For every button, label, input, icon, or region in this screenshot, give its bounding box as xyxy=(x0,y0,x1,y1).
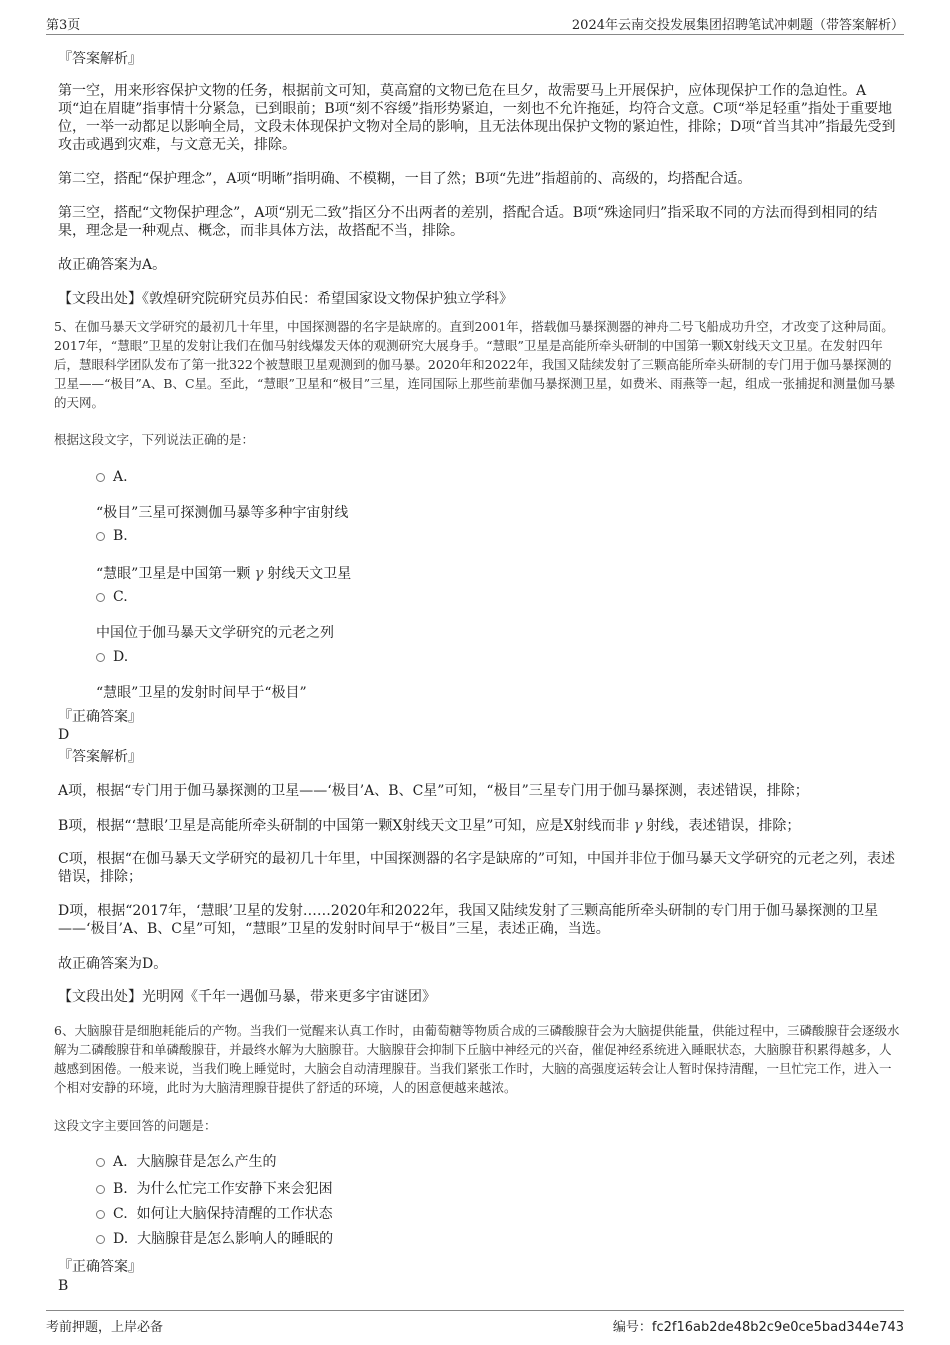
q5-option-c[interactable]: C. xyxy=(96,588,128,606)
gamma-symbol: γ xyxy=(633,816,643,834)
gamma-symbol: γ xyxy=(254,564,264,582)
q5-option-c-text: 中国位于伽马暴天文学研究的元老之列 xyxy=(96,625,334,641)
radio-icon[interactable] xyxy=(96,1235,105,1244)
q5-answer: D xyxy=(58,727,70,743)
q4-analysis-title: 『答案解析』 xyxy=(58,51,142,67)
radio-icon[interactable] xyxy=(96,1185,105,1194)
q6-answer: B xyxy=(58,1278,69,1294)
q5-analysis-b: B项，根据“‘慧眼’卫星是高能所牵头研制的中国第一颗X射线天文卫星”可知，应是X射线而非 γ 射线，表述错误，排除； xyxy=(58,816,801,834)
page-header xyxy=(46,12,904,35)
q6-option-b[interactable]: B. 为什么忙完工作安静下来会犯困 xyxy=(96,1180,333,1198)
radio-icon[interactable] xyxy=(96,473,105,482)
q5-option-b[interactable]: B. xyxy=(96,527,128,545)
footer-slogan: 考前押题，上岸必备 xyxy=(46,1320,164,1335)
q5-option-d[interactable]: D. xyxy=(96,648,128,666)
q5-question: 根据这段文字，下列说法正确的是： xyxy=(54,432,255,447)
q5-answer-title: 『正确答案』 xyxy=(58,709,142,725)
radio-icon[interactable] xyxy=(96,1158,105,1167)
q5-option-d-text: “慧眼”卫星的发射时间早于“极目” xyxy=(96,685,307,701)
radio-icon[interactable] xyxy=(96,532,105,541)
q5-stem: 5、在伽马暴天文学研究的最初几十年里，中国探测器的名字是缺席的。直到2001年，搭载伽马暴探测器的神舟二号飞船成功升空，才改变了这种局面。2017年，“慧眼”卫星的发射让我们在伽马射线爆发天体的观测研究大展身手。“慧眼”卫星是高能所牵头研制的中国第一颗X射线天文卫星。在发射四年后，慧眼科学团队发布了第一批322个被慧眼卫星观测到的伽马暴。2020年和2022年，我国又陆续发射了三颗高能所牵头研制的专门用于伽马暴探测的卫星——“极目”A、B、C星。至此，“慧眼”卫星和“极目”三星，连同国际上那些前辈伽马暴探测卫星，如费米、雨燕等一起，组成一张捕捉和测量伽马暴的天网。 xyxy=(54,319,896,410)
q5-analysis-d: D项，根据“2017年，‘慧眼’卫星的发射……2020年和2022年，我国又陆续发射了三颗高能所牵头研制的专门用于伽马暴探测的卫星——‘极目’A、B、C星”可知，“慧眼”卫星的发射时间早于“极目”三星，表述正确，当选。 xyxy=(58,903,879,937)
q4-answer-line: 故正确答案为A。 xyxy=(58,257,167,273)
document-title: 2024年云南交投发展集团招聘笔试冲刺题（带答案解析） xyxy=(571,18,904,33)
q6-stem: 6、大脑腺苷是细胞耗能后的产物。当我们一觉醒来认真工作时，由葡萄糖等物质合成的三磷酸腺苷会为大脑提供能量，供能过程中，三磷酸腺苷会逐级水解为二磷酸腺苷和单磷酸腺苷，并最终水解为大脑腺苷。大脑腺苷会抑制下丘脑中神经元的兴奋，催促神经系统进入睡眠状态，大脑腺苷积累得越多，人越感到困倦。一般来说，当我们晚上睡觉时，大脑会自动清理腺苷。当我们紧张工作时，大脑的高强度运转会让人暂时保持清醒，一旦忙完工作，进入一个相对安静的环境，此时为大脑清理腺苷提供了舒适的环境，人的困意便越来越浓。 xyxy=(54,1023,900,1095)
radio-icon[interactable] xyxy=(96,653,105,662)
q5-option-b-text: “慧眼”卫星是中国第一颗 γ 射线天文卫星 xyxy=(96,564,352,582)
q5-analysis-title: 『答案解析』 xyxy=(58,749,142,765)
page-number: 第3页 xyxy=(46,18,81,33)
q5-option-a-text: “极目”三星可探测伽马暴等多种宇宙射线 xyxy=(96,505,349,521)
q5-source: 【文段出处】光明网《千年一遇伽马暴，带来更多宇宙谜团》 xyxy=(58,989,436,1005)
q4-analysis-p3: 第三空，搭配“文物保护理念”，A项“别无二致”指区分不出两者的差别，搭配合适。B项“殊途同归”指采取不同的方法而得到相同的结果，理念是一种观点、概念，而非具体方法，故搭配不当，排除。 xyxy=(58,205,878,239)
q6-answer-title: 『正确答案』 xyxy=(58,1259,142,1275)
radio-icon[interactable] xyxy=(96,593,105,602)
q4-analysis-p2: 第二空，搭配“保护理念”，A项“明晰”指明确、不模糊，一目了然；B项“先进”指超前的、高级的，均搭配合适。 xyxy=(58,171,752,187)
page-footer xyxy=(46,1310,904,1337)
q4-source: 【文段出处】《敦煌研究院研究员苏伯民：希望国家设文物保护独立学科》 xyxy=(58,291,513,307)
footer-code: 编号：fc2f16ab2de48b2c9e0ce5bad344e743 xyxy=(612,1320,904,1335)
q6-question: 这段文字主要回答的问题是： xyxy=(54,1118,217,1133)
q5-analysis-a: A项，根据“专门用于伽马暴探测的卫星——‘极目’A、B、C星”可知，“极目”三星专门用于伽马暴探测，表述错误，排除； xyxy=(58,783,809,799)
q6-option-c[interactable]: C. 如何让大脑保持清醒的工作状态 xyxy=(96,1205,333,1223)
q6-option-d[interactable]: D. 大脑腺苷是怎么影响人的睡眠的 xyxy=(96,1230,333,1248)
q6-option-a[interactable]: A. 大脑腺苷是怎么产生的 xyxy=(96,1153,276,1171)
q5-analysis-c: C项，根据“在伽马暴天文学研究的最初几十年里，中国探测器的名字是缺席的”可知，中国并非位于伽马暴天文学研究的元老之列，表述错误，排除； xyxy=(58,851,896,885)
radio-icon[interactable] xyxy=(96,1210,105,1219)
q5-answer-line: 故正确答案为D。 xyxy=(58,956,168,972)
q4-analysis-p1: 第一空，用来形容保护文物的任务，根据前文可知，莫高窟的文物已危在旦夕，故需要马上开展保护，应体现保护工作的急迫性。A项“迫在眉睫”指事情十分紧急，已到眼前；B项“刻不容缓”指形势紧迫，一刻也不允许拖延，均符合文意。C项“举足轻重”指处于重要地位，一举一动都足以影响全局，文段未体现保护文物对全局的影响，且无法体现出保护文物的紧迫性，排除；D项“首当其冲”指最先受到攻击或遇到灾难，与文意无关，排除。 xyxy=(58,83,896,153)
q5-option-a[interactable]: A. xyxy=(96,468,128,486)
